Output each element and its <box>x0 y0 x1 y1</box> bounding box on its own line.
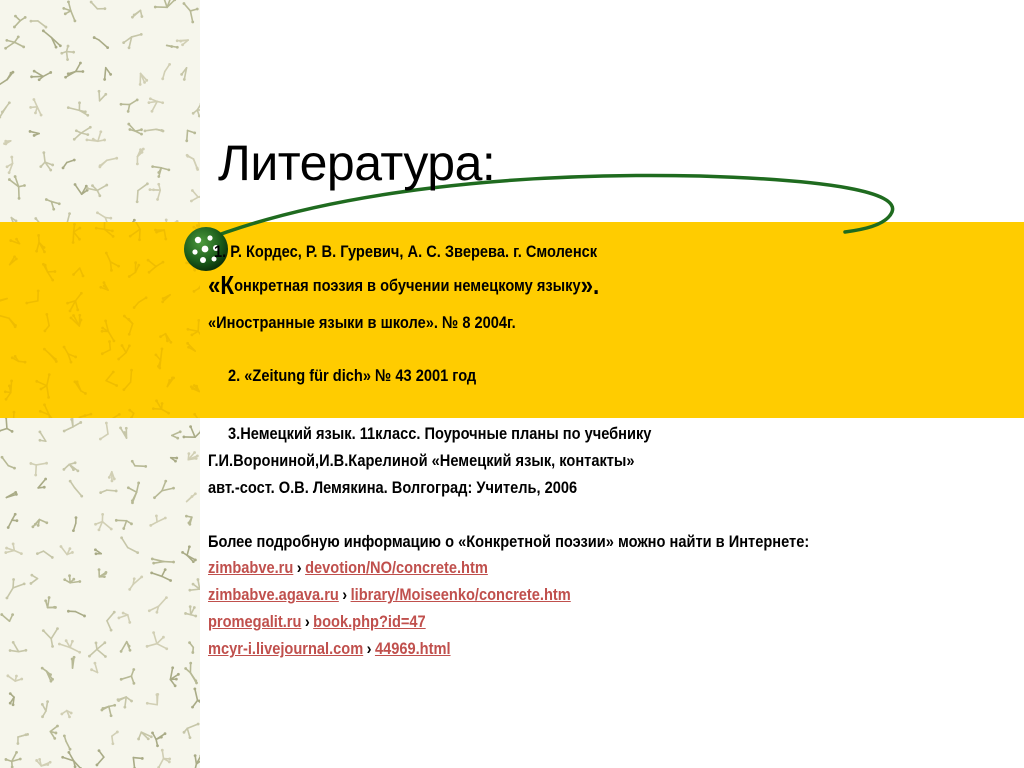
link-path[interactable]: library/Moiseenko/concrete.htm <box>350 585 571 604</box>
link-path[interactable]: 44969.html <box>374 639 451 658</box>
pattern-glyph <box>185 130 196 142</box>
pattern-glyph <box>149 514 166 526</box>
pattern-glyph <box>122 33 142 49</box>
pattern-glyph <box>44 313 50 332</box>
link-separator: › <box>366 639 372 658</box>
pattern-glyph <box>30 574 38 585</box>
pattern-glyph <box>129 222 141 241</box>
pattern-glyph <box>161 295 170 303</box>
pattern-glyph <box>42 263 56 282</box>
pattern-glyph <box>94 548 101 555</box>
pattern-glyph <box>29 462 48 477</box>
pattern-glyph <box>41 700 49 718</box>
pattern-glyph <box>105 252 120 272</box>
more-info-text: Более подробную информацию о «Конкретной поэзии» можно найти в Интернете: <box>208 532 810 551</box>
pattern-glyph <box>128 261 140 278</box>
pattern-glyph <box>119 427 128 439</box>
pattern-glyph <box>188 641 194 654</box>
pattern-glyph <box>9 692 15 706</box>
pattern-glyph <box>43 348 58 363</box>
pattern-glyph <box>123 315 133 336</box>
pattern-glyph <box>17 733 30 745</box>
pattern-glyph <box>31 520 48 529</box>
pattern-glyph <box>137 732 152 740</box>
pattern-glyph <box>86 184 108 197</box>
pattern-glyph <box>172 430 182 439</box>
pattern-glyph <box>101 320 116 343</box>
pattern-glyph <box>147 259 165 274</box>
pattern-glyph <box>30 20 48 29</box>
pattern-glyph <box>120 98 139 112</box>
ref2-line: 2. «Zeitung für dich» № 43 2001 год <box>228 366 477 385</box>
pattern-glyph <box>64 62 84 79</box>
pattern-glyph <box>35 234 46 253</box>
pattern-glyph <box>6 491 17 498</box>
pattern-glyph <box>63 346 77 364</box>
pattern-glyph <box>117 344 131 360</box>
pattern-glyph <box>39 151 54 171</box>
pattern-glyph <box>62 0 76 22</box>
ref1-open-quote: «К <box>208 270 235 300</box>
pattern-glyph <box>0 101 11 118</box>
pattern-glyph <box>63 461 80 472</box>
pattern-glyph <box>3 140 11 145</box>
band-pattern-graphic <box>0 222 200 418</box>
ref1-authors: Р. Кордес, Р. В. Гуревич, А. С. Зверева. г. Смоленск <box>230 242 598 261</box>
ref3-line2: Г.И.Ворониной,И.В.Карелиной «Немецкий язык, контакты» <box>208 451 635 470</box>
pattern-glyph <box>1 411 15 418</box>
pattern-glyph <box>98 90 108 101</box>
pattern-glyph <box>106 371 118 387</box>
pattern-glyph <box>185 515 192 526</box>
pattern-glyph <box>90 1 107 10</box>
pattern-glyph <box>193 280 200 293</box>
pattern-glyph <box>190 384 199 391</box>
pattern-glyph <box>11 355 27 363</box>
pattern-glyph <box>136 182 149 203</box>
pattern-glyph <box>35 758 51 766</box>
pattern-glyph <box>66 292 83 312</box>
link-path[interactable]: devotion/NO/concrete.htm <box>305 558 488 577</box>
pattern-glyph <box>6 578 26 599</box>
link-domain[interactable]: zimbabve.agava.ru <box>208 585 339 604</box>
pattern-glyph <box>4 380 13 401</box>
pattern-glyph <box>95 222 115 238</box>
pattern-glyph <box>45 198 61 210</box>
pattern-glyph <box>184 605 197 617</box>
pattern-glyph <box>9 641 28 652</box>
pattern-glyph <box>0 314 17 328</box>
pattern-glyph <box>4 36 25 50</box>
pattern-glyph <box>44 596 57 609</box>
pattern-glyph <box>187 451 198 460</box>
pattern-glyph <box>190 189 200 202</box>
pattern-glyph <box>103 68 112 81</box>
pattern-glyph <box>148 97 165 112</box>
pattern-glyph <box>151 732 166 748</box>
pattern-glyph <box>98 568 108 578</box>
pattern-glyph <box>35 373 50 399</box>
pattern-glyph <box>117 697 133 709</box>
pattern-glyph <box>60 711 72 719</box>
pattern-glyph <box>50 725 59 740</box>
pattern-glyph <box>93 36 109 49</box>
pattern-glyph <box>139 73 148 85</box>
pattern-glyph <box>98 157 118 169</box>
pattern-glyph <box>154 0 176 8</box>
pattern-glyph <box>72 516 77 532</box>
pattern-glyph <box>38 478 47 489</box>
ref3-line1: 3.Немецкий язык. 11класс. Поурочные планы по учебнику <box>228 424 652 443</box>
pattern-glyph <box>58 639 81 653</box>
pattern-glyph <box>151 558 175 565</box>
pattern-glyph <box>148 596 168 613</box>
pattern-glyph <box>161 63 171 80</box>
pattern-glyph <box>67 610 86 618</box>
pattern-glyph <box>120 668 136 685</box>
pattern-glyph <box>193 413 200 418</box>
pattern-glyph <box>115 519 133 530</box>
pattern-glyph <box>171 457 178 463</box>
pattern-glyph <box>13 15 27 29</box>
pattern-glyph <box>187 492 197 501</box>
pattern-glyph <box>88 641 107 658</box>
pattern-glyph <box>128 575 143 590</box>
pattern-glyph <box>136 148 145 166</box>
link-domain[interactable]: zimbabve.ru <box>208 558 294 577</box>
pattern-glyph <box>108 472 116 483</box>
pattern-glyph <box>96 749 104 766</box>
slide-title: Литература: <box>218 135 496 191</box>
pattern-glyph <box>0 71 14 87</box>
pattern-glyph <box>117 612 131 624</box>
pattern-glyph <box>128 409 133 418</box>
pattern-glyph <box>183 2 199 23</box>
link-separator: › <box>304 612 310 631</box>
pattern-glyph <box>30 70 52 81</box>
pattern-glyph <box>0 613 14 621</box>
pattern-glyph <box>63 574 81 583</box>
band-pattern-overlay <box>0 222 200 418</box>
pattern-glyph <box>29 98 42 116</box>
pattern-glyph <box>183 723 200 739</box>
ref1-line1 <box>214 242 597 262</box>
pattern-glyph <box>73 380 86 395</box>
pattern-glyph <box>4 542 22 555</box>
pattern-glyph <box>39 403 58 418</box>
pattern-glyph <box>192 103 200 118</box>
pattern-glyph <box>149 183 161 201</box>
pattern-glyph <box>1 456 16 470</box>
pattern-glyph <box>186 154 199 171</box>
pattern-glyph <box>167 45 179 49</box>
pattern-glyph <box>133 757 144 768</box>
pattern-glyph <box>29 130 39 137</box>
pattern-glyph <box>184 662 198 685</box>
pattern-glyph <box>122 369 132 391</box>
pattern-glyph <box>182 425 200 438</box>
pattern-glyph <box>167 377 175 387</box>
pattern-glyph <box>8 175 26 200</box>
pattern-glyph <box>71 656 76 668</box>
pattern-glyph <box>120 536 139 554</box>
ref3-line3: авт.-сост. О.В. Лемякина. Волгоград: Учитель, 2006 <box>208 478 578 497</box>
pattern-glyph <box>99 281 108 290</box>
pattern-glyph <box>90 662 97 673</box>
pattern-glyph <box>42 29 62 48</box>
pattern-glyph <box>159 334 172 344</box>
pattern-glyph <box>73 126 92 141</box>
pattern-glyph <box>7 513 19 529</box>
link-path[interactable]: book.php?id=47 <box>313 612 426 631</box>
pattern-glyph <box>6 674 23 681</box>
pattern-glyph <box>152 399 170 414</box>
link-row <box>208 612 426 632</box>
pattern-glyph <box>193 754 200 768</box>
pattern-glyph <box>176 39 188 46</box>
pattern-glyph <box>186 319 200 338</box>
pattern-glyph <box>144 129 165 132</box>
link-domain[interactable]: mcyr-i.livejournal.com <box>208 639 364 658</box>
pattern-glyph <box>38 430 45 441</box>
pattern-glyph <box>133 296 148 309</box>
pattern-glyph <box>154 229 167 241</box>
pattern-glyph <box>101 340 111 355</box>
pattern-glyph <box>69 480 83 498</box>
pattern-glyph <box>70 314 83 326</box>
link-row <box>208 585 571 605</box>
pattern-glyph <box>72 268 84 277</box>
link-separator: › <box>342 585 348 604</box>
pattern-glyph <box>186 342 195 351</box>
ref1-number: 1. <box>214 242 227 261</box>
pattern-glyph <box>127 123 143 136</box>
pattern-glyph <box>9 238 19 244</box>
pattern-glyph <box>191 687 200 708</box>
pattern-glyph <box>150 568 172 582</box>
pattern-glyph <box>72 223 82 244</box>
ref1-title-rest: онкретная поэзия в обучении немецкому языку <box>234 276 581 295</box>
ref1-close-quote: ». <box>580 270 600 300</box>
pattern-glyph <box>170 666 179 687</box>
pattern-glyph <box>62 159 76 170</box>
pattern-glyph <box>181 545 197 563</box>
pattern-glyph <box>146 631 168 650</box>
pattern-glyph <box>107 611 116 632</box>
pattern-glyph <box>111 731 118 746</box>
pattern-glyph <box>157 749 171 768</box>
pattern-glyph <box>6 156 14 174</box>
ref1-line2 <box>208 270 599 301</box>
pattern-glyph <box>131 10 143 18</box>
link-domain[interactable]: promegalit.ru <box>208 612 302 631</box>
pattern-glyph <box>106 413 121 418</box>
pattern-glyph <box>188 578 199 591</box>
pattern-glyph <box>99 422 108 441</box>
ref1-line3: «Иностранные языки в школе». № 8 2004г. <box>208 313 516 332</box>
pattern-glyph <box>67 101 89 116</box>
pattern-glyph <box>60 45 75 61</box>
pattern-glyph <box>0 416 13 433</box>
pattern-glyph <box>101 704 117 717</box>
pattern-glyph <box>146 693 159 705</box>
pattern-glyph <box>120 642 132 653</box>
pattern-glyph <box>155 347 164 369</box>
pattern-glyph <box>180 68 186 81</box>
pattern-glyph <box>42 627 59 647</box>
pattern-glyph <box>41 667 54 683</box>
pattern-glyph <box>99 490 117 494</box>
pattern-glyph <box>25 289 39 304</box>
pattern-glyph <box>127 482 140 505</box>
pattern-glyph <box>63 735 71 751</box>
pattern-glyph <box>61 751 82 768</box>
link-row <box>208 558 488 578</box>
link-row <box>208 639 451 659</box>
pattern-glyph <box>5 751 22 768</box>
pattern-glyph <box>79 413 92 418</box>
pattern-glyph <box>94 513 113 531</box>
pattern-glyph <box>151 165 170 178</box>
pattern-glyph <box>10 255 18 264</box>
pattern-glyph <box>36 551 54 559</box>
pattern-glyph <box>131 460 147 468</box>
pattern-glyph <box>60 545 74 554</box>
pattern-glyph <box>86 130 106 141</box>
link-separator: › <box>296 558 302 577</box>
pattern-glyph <box>0 299 7 303</box>
pattern-glyph <box>153 480 175 499</box>
